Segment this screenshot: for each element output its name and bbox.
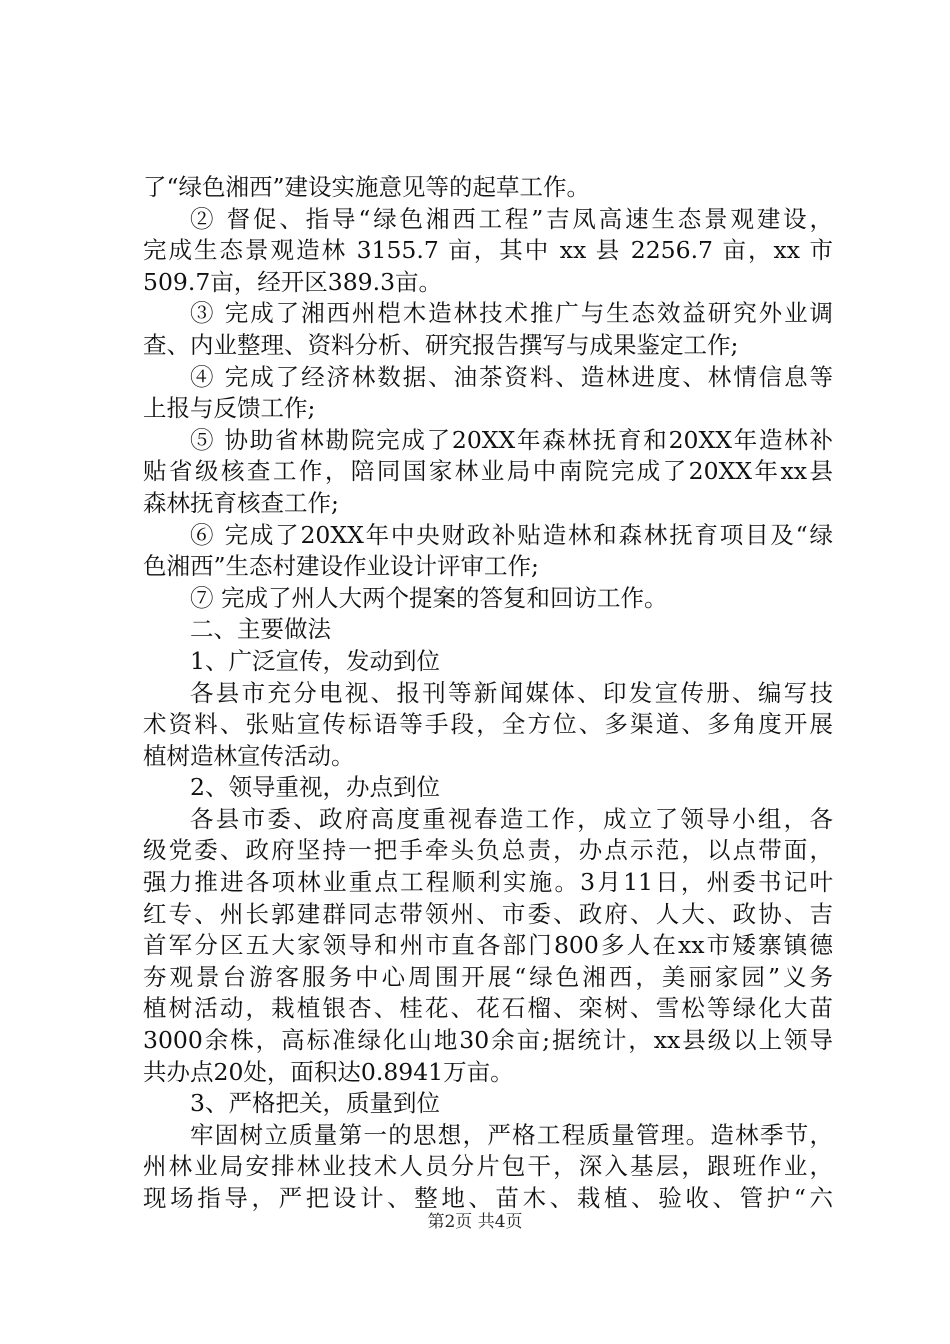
text-line: 牢固树立质量第一的思想，严格工程质量管理。造林季节， xyxy=(190,1120,833,1149)
text-line: 了“绿色湘西”建设实施意见等的起草工作。 xyxy=(143,173,591,201)
text-line: 完成生态景观造林 3155.7 亩，其中 xx 县 2256.7 亩，xx 市 xyxy=(143,236,833,265)
text-line: 现场指导，严把设计、整地、苗木、栽植、验收、管护“六 xyxy=(143,1184,833,1212)
text-line: 森林抚育核查工作; xyxy=(143,488,339,517)
document-body xyxy=(143,172,833,1215)
text-line: 州林业局安排林业技术人员分片包干，深入基层，跟班作业， xyxy=(143,1152,833,1181)
text-line: 植树活动，栽植银杏、桂花、花石榴、栾树、雪松等绿化大苗 xyxy=(143,994,833,1023)
text-line: 各县市委、政府高度重视春造工作，成立了领导小组，各 xyxy=(190,804,833,833)
text-line: ③ 完成了湘西州桤木造林技术推广与生态效益研究外业调 xyxy=(190,299,833,328)
subsection-heading: 1、广泛宣传，发动到位 xyxy=(190,646,440,675)
text-line: 首军分区五大家领导和州市直各部门800多人在xx市矮寨镇德 xyxy=(143,931,833,960)
text-line: 各县市充分电视、报刊等新闻媒体、印发宣传册、编写技 xyxy=(190,678,833,707)
text-line: 上报与反馈工作; xyxy=(143,394,316,423)
text-line: ⑥ 完成了20XX年中央财政补贴造林和森林抚育项目及“绿 xyxy=(190,520,833,549)
text-line: 查、内业整理、资料分析、研究报告撰写与成果鉴定工作; xyxy=(143,330,739,359)
text-line: ② 督促、指导“绿色湘西工程”吉凤高速生态景观建设， xyxy=(190,204,833,233)
text-line: 红专、州长郭建群同志带领州、市委、政府、人大、政协、吉 xyxy=(143,899,833,928)
text-line: 509.7亩，经开区389.3亩。 xyxy=(143,267,443,296)
page-footer: 第2页 共4页 xyxy=(427,1212,523,1232)
text-line: ⑤ 协助省林勘院完成了20XX年森林抚育和20XX年造林补 xyxy=(190,425,833,454)
section-heading: 二、主要做法 xyxy=(190,615,331,644)
text-line: 色湘西”生态村建设作业设计评审工作; xyxy=(143,552,539,581)
text-line: 强力推进各项林业重点工程顺利实施。3月11日，州委书记叶 xyxy=(143,868,833,897)
text-line: 共办点20处，面积达0.8941万亩。 xyxy=(143,1057,514,1086)
text-line: 植树造林宣传活动。 xyxy=(143,741,355,770)
text-line: 术资料、张贴宣传标语等手段，全方位、多渠道、多角度开展 xyxy=(143,710,833,739)
text-line: ④ 完成了经济林数据、油茶资料、造林进度、林情信息等 xyxy=(190,362,833,391)
text-line: 夯观景台游客服务中心周围开展“绿色湘西，美丽家园”义务 xyxy=(143,962,833,991)
text-line: 贴省级核查工作，陪同国家林业局中南院完成了20XX年xx县 xyxy=(143,457,833,486)
text-line: 3000余株，高标准绿化山地30余亩;据统计，xx县级以上领导 xyxy=(143,1026,833,1055)
subsection-heading: 3、严格把关，质量到位 xyxy=(190,1089,440,1118)
text-line: 级党委、政府坚持一把手牵头负总责，办点示范，以点带面， xyxy=(143,836,833,865)
text-line: ⑦ 完成了州人大两个提案的答复和回访工作。 xyxy=(190,583,668,612)
subsection-heading: 2、领导重视，办点到位 xyxy=(190,773,440,802)
